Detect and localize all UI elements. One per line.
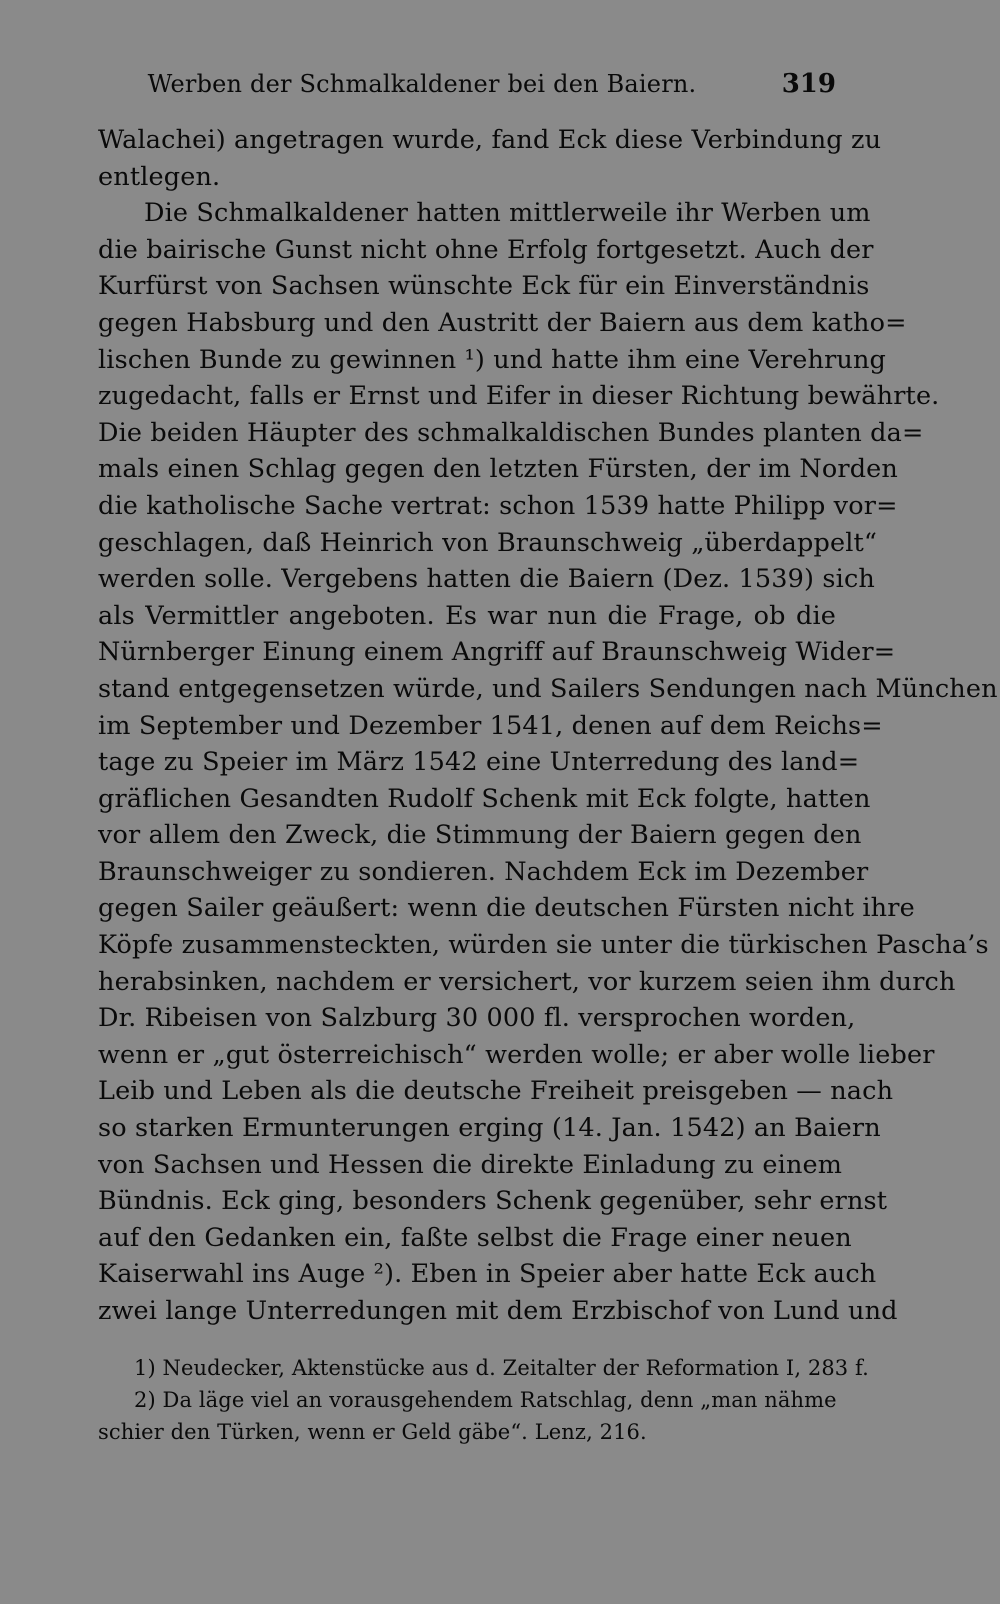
text-line: stand entgegensetzen würde, und Sailers Sendungen nach München [98,673,998,704]
text-line: gegen Habsburg und den Austritt der Baiern aus dem katho= [98,307,907,338]
text-line: im September und Dezember 1541, denen auf dem Reichs= [98,710,883,741]
footnote-1: 1) Neudecker, Aktenstücke aus d. Zeitalter der Reformation I, 283 f. [134,1356,869,1380]
footnote-2-continued: schier den Türken, wenn er Geld gäbe“. Lenz, 216. [98,1420,647,1444]
text-line: Walachei) angetragen wurde, fand Eck diese Verbindung zu [98,125,882,155]
text-line: Dr. Ribeisen von Salzburg 30 000 fl. versprochen worden, [98,1003,856,1034]
text-line: mals einen Schlag gegen den letzten Fürsten, der im Norden [98,454,898,485]
text-line: vor allem den Zweck, die Stimmung der Baiern gegen den [98,820,862,851]
text-line: so starken Ermunterungen erging (14. Jan. 1542) an Baiern [98,1113,881,1144]
text-line: Braunschweiger zu sondieren. Nachdem Eck im Dezember [98,856,869,887]
text-line: Die beiden Häupter des schmalkaldischen Bundes planten da= [98,417,924,448]
running-head-title: Werben der Schmalkaldener bei den Baiern. [147,70,697,98]
page-number: 319 [781,69,836,99]
text-line: Die Schmalkaldener hatten mittlerweile ihr Werben um [144,198,871,229]
text-line: auf den Gedanken ein, faßte selbst die Frage einer neuen [98,1222,852,1253]
text-line: zwei lange Unterredungen mit dem Erzbischof von Lund und [98,1296,898,1326]
text-line: gegen Sailer geäußert: wenn die deutschen Fürsten nicht ihre [98,893,915,924]
text-line: lischen Bunde zu gewinnen ¹) und hatte ihm eine Verehrung [98,344,887,375]
text-line: die bairische Gunst nicht ohne Erfolg fortgesetzt. Auch der [98,234,874,265]
text-line: Köpfe zusammensteckten, würden sie unter die türkischen Pascha’s [98,930,989,961]
body-text [98,122,998,1330]
text-line: tage zu Speier im März 1542 eine Unterredung des land= [98,747,860,778]
text-line: Leib und Leben als die deutsche Freiheit preisgeben — nach [98,1076,894,1107]
running-head [98,66,836,102]
text-line: die katholische Sache vertrat: schon 1539 hatte Philipp vor= [98,490,898,521]
footnotes [98,1352,869,1448]
text-line: entlegen. [98,161,221,192]
text-line: Kaiserwahl ins Auge ²). Eben in Speier aber hatte Eck auch [98,1259,877,1290]
text-line: Bündnis. Eck ging, besonders Schenk gegenüber, sehr ernst [98,1186,888,1217]
text-line: zugedacht, falls er Ernst und Eifer in dieser Richtung bewährte. [98,381,940,412]
text-line: herabsinken, nachdem er versichert, vor kurzem seien ihm durch [98,966,956,997]
text-line: geschlagen, daß Heinrich von Braunschweig „überdappelt“ [98,527,878,558]
text-line: Kurfürst von Sachsen wünschte Eck für ein Einverständnis [98,271,870,302]
text-line: gräflichen Gesandten Rudolf Schenk mit Eck folgte, hatten [98,783,871,814]
text-line: wenn er „gut österreichisch“ werden wolle; er aber wolle lieber [98,1039,935,1070]
text-line: werden solle. Vergebens hatten die Baiern (Dez. 1539) sich [98,564,875,595]
footnote-2: 2) Da läge viel an vorausgehendem Ratschlag, denn „man nähme [134,1388,837,1412]
text-line: von Sachsen und Hessen die direkte Einladung zu einem [98,1149,843,1180]
text-line: Nürnberger Einung einem Angriff auf Braunschweig Wider= [98,637,896,668]
text-line: als Vermittler angeboten. Es war nun die Frage, ob die [98,600,836,631]
